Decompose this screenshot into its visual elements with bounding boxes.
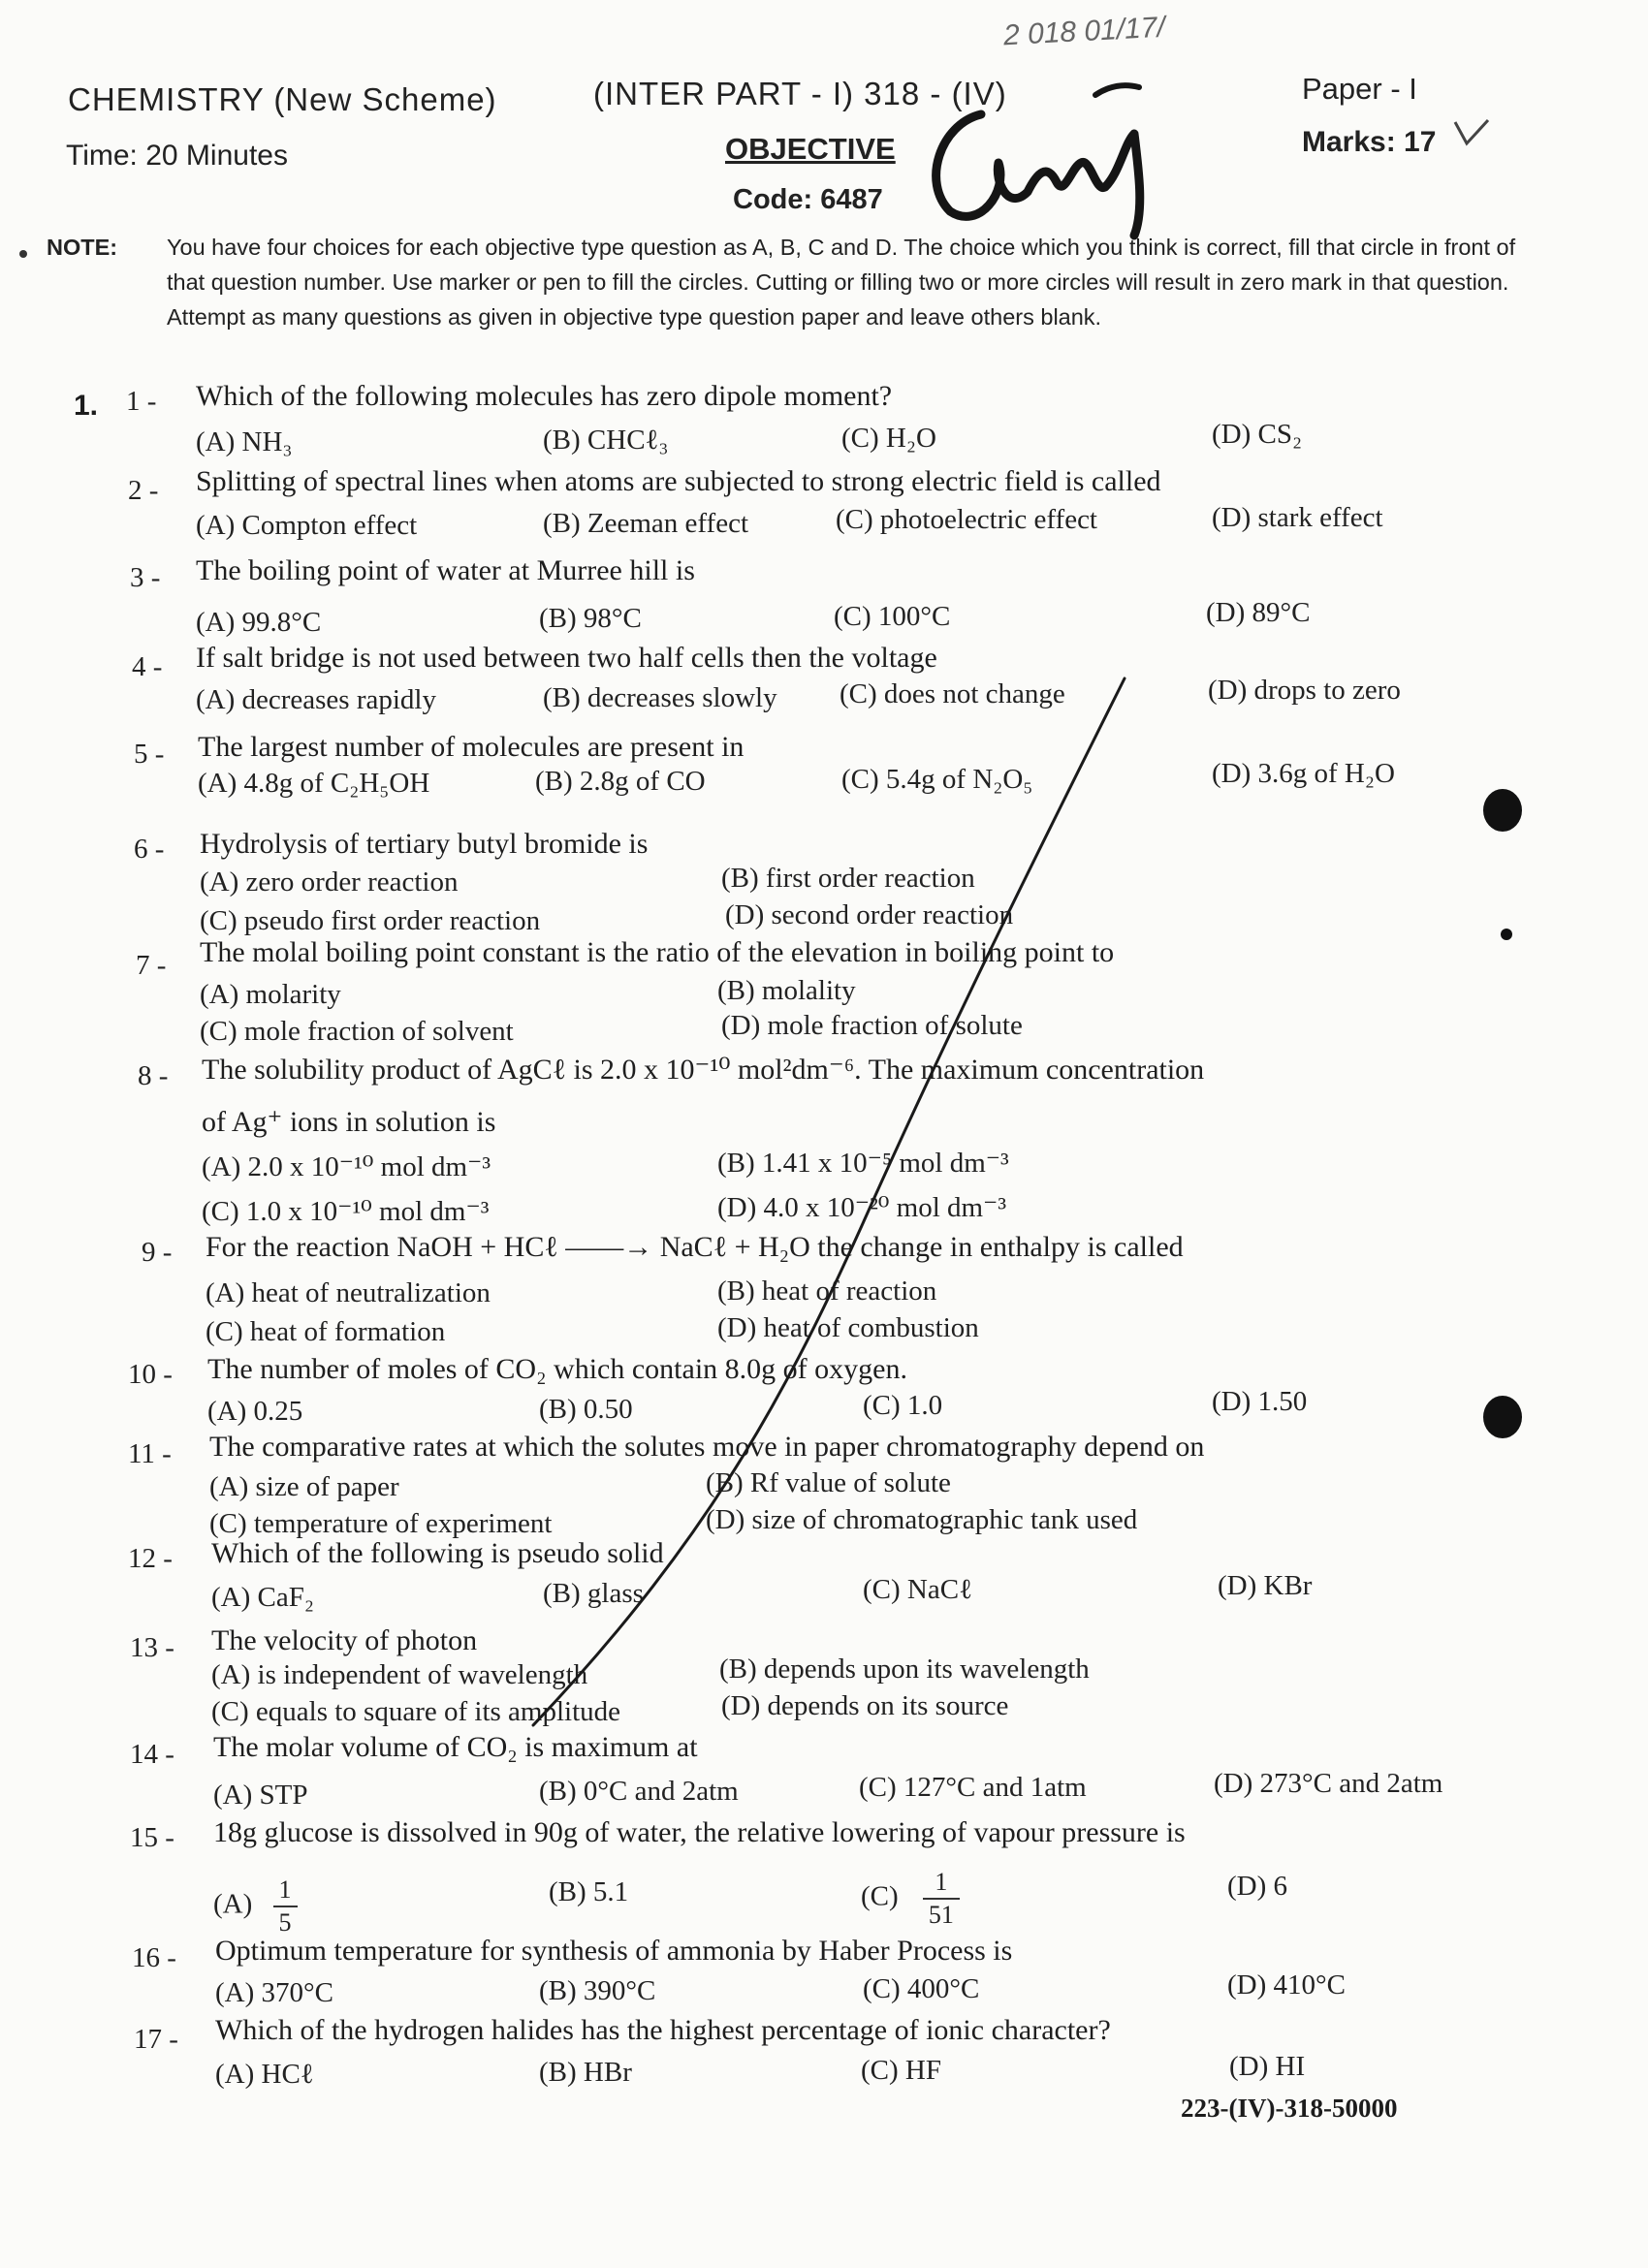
option-d: (D) second order reaction: [725, 899, 1014, 930]
option-d: (D) CS₂: [1212, 419, 1303, 450]
option-a: (A) decreases rapidly: [196, 684, 436, 715]
question-number: 8 -: [138, 1060, 169, 1091]
question-text: Which of the following is pseudo solid: [211, 1537, 664, 1569]
option-c: (C) HF: [861, 2055, 941, 2086]
check-tick-mark: [1449, 114, 1507, 153]
note-bullet: [19, 250, 27, 258]
question-number: 13 -: [130, 1632, 174, 1663]
option-b: (B) 98°C: [539, 603, 642, 634]
question-text: The largest number of molecules are present in: [198, 731, 745, 763]
note-label: NOTE:: [47, 235, 118, 260]
option-a: (A) zero order reaction: [200, 866, 459, 898]
option-c: (C) does not change: [840, 678, 1065, 709]
question-text: Which of the following molecules has zero dipole moment?: [196, 380, 893, 412]
option-d: (D) HI: [1229, 2051, 1306, 2082]
option-d: (D) 273°C and 2atm: [1214, 1768, 1443, 1799]
option-c: (C) heat of formation: [206, 1316, 446, 1347]
section-number: 1.: [74, 390, 99, 422]
marks-label: Marks: 17: [1302, 126, 1437, 158]
option-c: (C) NaCℓ: [863, 1574, 972, 1605]
option-b: (B) first order reaction: [721, 863, 975, 894]
option-c: (C) 1.0 x 10⁻¹⁰ mol dm⁻³: [202, 1196, 490, 1227]
fraction-one-fifth: $\frac{1}{5}$: [273, 1874, 298, 1938]
option-a: (A) HCℓ: [215, 2059, 314, 2090]
option-b: (B) 5.1: [549, 1876, 629, 1907]
paper-label: Paper - I: [1302, 72, 1417, 106]
exam-title: (INTER PART - I) 318 - (IV): [593, 76, 1007, 111]
option-a: (A) is independent of wavelength: [211, 1659, 588, 1690]
option-a: (A) 0.25: [207, 1396, 303, 1427]
question-text: Hydrolysis of tertiary butyl bromide is: [200, 828, 649, 860]
option-b: (B) glass: [543, 1578, 644, 1609]
option-d: (D) heat of combustion: [717, 1312, 979, 1343]
question-number: 16 -: [132, 1942, 176, 1973]
option-b: (B) 2.8g of CO: [535, 766, 706, 797]
option-c: (C) 5.4g of N₂O₅: [841, 764, 1033, 795]
option-b: (B) HBr: [539, 2057, 632, 2088]
objective-heading: OBJECTIVE: [725, 132, 896, 166]
paper-footer-code: 223-(IV)-318-50000: [1181, 2094, 1398, 2123]
handwritten-date: 2 018 01/17/: [1002, 11, 1166, 52]
option-a: (A) 2.0 x 10⁻¹⁰ mol dm⁻³: [202, 1151, 491, 1182]
option-b: (B) CHCℓ₃: [543, 425, 669, 456]
option-b: (B) molality: [717, 975, 856, 1006]
option-d: (D) 89°C: [1206, 597, 1311, 628]
option-c: (C) pseudo first order reaction: [200, 905, 541, 936]
option-b: (B) depends upon its wavelength: [719, 1654, 1090, 1685]
option-b: (B) 1.41 x 10⁻⁵ mol dm⁻³: [717, 1148, 1009, 1179]
question-number: 5 -: [134, 739, 165, 770]
pen-strike-line: [504, 659, 1144, 1745]
option-b: (B) heat of reaction: [717, 1276, 937, 1307]
option-d: (D) 6: [1227, 1871, 1288, 1902]
question-text: Optimum temperature for synthesis of ammonia by Haber Process is: [215, 1935, 1013, 1967]
option-b: (B) 0.50: [539, 1394, 633, 1425]
option-a: (A) molarity: [200, 979, 341, 1010]
question-text: For the reaction NaOH + HCℓ ——→ NaCℓ + H₂O the change in enthalpy is called: [206, 1231, 1184, 1263]
option-a: (A) STP: [213, 1780, 308, 1811]
option-c: (C) mole fraction of solvent: [200, 1016, 514, 1047]
option-d: (D) 410°C: [1227, 1969, 1346, 2000]
fraction-one-fifty-first: $\frac{1}{51}$: [923, 1867, 960, 1931]
option-a-label: (A): [213, 1888, 253, 1920]
option-a: (A) 4.8g of C₂H₅OH: [198, 768, 430, 799]
option-d: (D) 4.0 x 10⁻²⁰ mol dm⁻³: [717, 1192, 1007, 1223]
question-text: Which of the hydrogen halides has the highest percentage of ionic character?: [215, 2014, 1111, 2046]
question-text-continued: of Ag⁺ ions in solution is: [202, 1106, 496, 1138]
question-text: The comparative rates at which the solutes move in paper chromatography depend on: [209, 1431, 1205, 1463]
option-b: (B) Zeeman effect: [543, 508, 749, 539]
question-text: The velocity of photon: [211, 1624, 478, 1656]
option-a: [213, 1874, 298, 1938]
option-c: (C) 100°C: [834, 601, 951, 632]
question-number: 1 -: [126, 386, 157, 417]
question-number: 7 -: [136, 950, 167, 981]
question-number: 12 -: [128, 1543, 173, 1574]
question-text: Splitting of spectral lines when atoms are subjected to strong electric field is called: [196, 465, 1161, 497]
scan-dot-small: [1501, 929, 1512, 940]
option-d: (D) mole fraction of solute: [721, 1010, 1023, 1041]
question-text: The number of moles of CO₂ which contain 8.0g of oxygen.: [207, 1353, 907, 1385]
option-a: (A) size of paper: [209, 1471, 399, 1502]
option-c: [861, 1867, 960, 1931]
question-number: 9 -: [142, 1237, 173, 1268]
option-a: (A) NH₃: [196, 426, 293, 457]
option-c: (C) 1.0: [863, 1390, 943, 1421]
option-a: (A) 370°C: [215, 1977, 333, 2008]
scan-dot-large: [1483, 1396, 1522, 1438]
question-number: 10 -: [128, 1359, 173, 1390]
option-d: (D) 1.50: [1212, 1386, 1308, 1417]
question-number: 14 -: [130, 1739, 174, 1770]
option-c-label: (C): [861, 1880, 899, 1912]
option-a: (A) CaF₂: [211, 1582, 314, 1613]
option-d: (D) KBr: [1218, 1570, 1313, 1601]
question-text: The solubility product of AgCℓ is 2.0 x 10⁻¹⁰ mol²dm⁻⁶. The maximum concentration: [202, 1054, 1205, 1086]
question-text: If salt bridge is not used between two half cells then the voltage: [196, 642, 937, 674]
option-a: (A) 99.8°C: [196, 607, 322, 638]
option-d: (D) 3.6g of H₂O: [1212, 758, 1395, 789]
option-b: (B) Rf value of solute: [706, 1467, 951, 1498]
option-d: (D) depends on its source: [721, 1690, 1009, 1721]
question-text: The boiling point of water at Murree hill is: [196, 554, 695, 586]
scan-dot-large: [1483, 789, 1522, 832]
option-d: (D) drops to zero: [1208, 675, 1401, 706]
option-c: (C) temperature of experiment: [209, 1508, 553, 1539]
code-label: Code: 6487: [733, 184, 883, 215]
signature-mark: [902, 76, 1212, 240]
option-b: (B) decreases slowly: [543, 682, 777, 713]
note-text: You have four choices for each objective type question as A, B, C and D. The choice which you think is correct, fill that circle in front of that question number. Use marker or pen to fill the circles. Cutting or filling two or more circles will result in zero mark in that question. Attempt as many questions as given in objective type question paper and leave others blank.: [167, 235, 1516, 330]
question-number: 15 -: [130, 1822, 174, 1853]
option-b: (B) 390°C: [539, 1975, 656, 2006]
question-number: 2 -: [128, 475, 159, 506]
question-number: 4 -: [132, 651, 163, 682]
option-d: (D) stark effect: [1212, 502, 1383, 533]
time-label: Time: 20 Minutes: [66, 140, 288, 172]
option-c: (C) equals to square of its amplitude: [211, 1696, 621, 1727]
option-c: (C) photoelectric effect: [836, 504, 1097, 535]
question-text: The molal boiling point constant is the ratio of the elevation in boiling point to: [200, 936, 1115, 968]
question-text: 18g glucose is dissolved in 90g of water, the relative lowering of vapour pressure is: [213, 1816, 1186, 1848]
option-d: (D) size of chromatographic tank used: [706, 1504, 1138, 1535]
question-number: 17 -: [134, 2024, 178, 2055]
option-a: (A) Compton effect: [196, 510, 418, 541]
question-number: 3 -: [130, 562, 161, 593]
option-c: (C) 400°C: [863, 1973, 980, 2004]
option-b: (B) 0°C and 2atm: [539, 1776, 739, 1807]
option-c: (C) H₂O: [841, 423, 936, 454]
question-number: 6 -: [134, 834, 165, 865]
question-number: 11 -: [128, 1438, 172, 1469]
option-a: (A) heat of neutralization: [206, 1277, 491, 1308]
option-c: (C) 127°C and 1atm: [859, 1772, 1087, 1803]
question-text: The molar volume of CO₂ is maximum at: [213, 1731, 698, 1763]
subject-title: CHEMISTRY (New Scheme): [68, 81, 497, 117]
